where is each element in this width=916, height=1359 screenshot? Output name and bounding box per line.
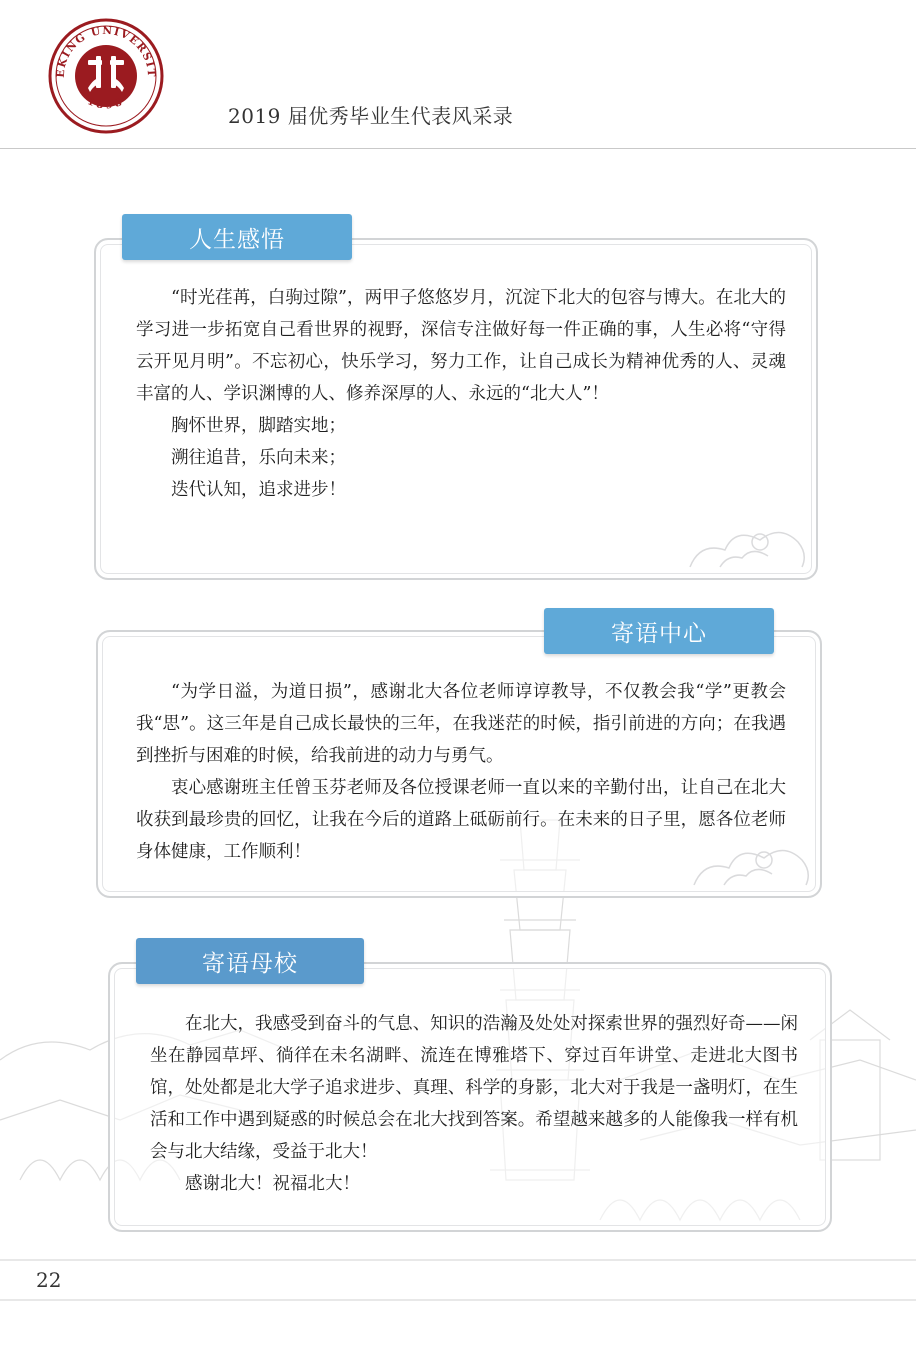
paragraph: “时光荏苒，白驹过隙”，两甲子悠悠岁月，沉淀下北大的包容与博大。在北大的学习进一步拓宽自己看世界的视野，深信专注做好每一件正确的事，人生必将“守得云开见月明”。不忘初心，快乐学习，努力工作，让自己成长为精神优秀的人、灵魂丰富的人、学识渊博的人、修养深厚的人、永远的“北大人”！ <box>136 288 786 404</box>
paragraph: 溯往追昔，乐向未来； <box>171 448 346 468</box>
logo-ring-text: EKING UNIVERSIT <box>54 24 158 79</box>
paragraph: 衷心感谢班主任曾玉芬老师及各位授课老师一直以来的辛勤付出，让自己在北大收获到最珍贵的回忆，让我在今后的道路上砥砺前行。在未来的日子里，愿各位老师身体健康，工作顺利！ <box>136 778 786 862</box>
paragraph: “为学日溢，为道日损”，感谢北大各位老师谆谆教导，不仅教会我“学”更教会我“思”。这三年是自己成长最快的三年，在我迷茫的时候，指引前进的方向；在我遇到挫折与困难的时候，给我前进的动力与勇气。 <box>136 682 786 766</box>
paragraph: 感谢北大！祝福北大！ <box>185 1174 360 1194</box>
paragraph: 在北大，我感受到奋斗的气息、知识的浩瀚及处处对探索世界的强烈好奇——闲坐在静园草坪、徜徉在未名湖畔、流连在博雅塔下、穿过百年讲堂、走进北大图书馆，处处都是北大学子追求进步、真理、科学的身影，北大对于我是一盏明灯，在生活和工作中遇到疑惑的时候总会在北大找到答案。希望越来越多的人能像我一样有机会与北大结缘，受益于北大！ <box>150 1014 798 1162</box>
header-divider <box>0 148 916 149</box>
message-to-center-text <box>136 676 786 868</box>
header-title: 2019 届优秀毕业生代表风采录 <box>228 104 514 128</box>
tab-message-to-alma-mater: 寄语母校 <box>136 938 364 984</box>
tab-life-reflections: 人生感悟 <box>122 214 352 260</box>
life-reflections-text <box>136 282 786 506</box>
message-to-alma-mater-text <box>150 1008 798 1200</box>
peking-university-logo <box>48 18 164 134</box>
paragraph: 胸怀世界，脚踏实地； <box>171 416 346 436</box>
page-number: 22 <box>36 1268 62 1292</box>
paragraph: 迭代认知，追求进步！ <box>171 480 346 500</box>
logo-year: 1898 <box>85 96 127 112</box>
cloud-ornament-icon <box>680 512 810 572</box>
tab-message-to-center: 寄语中心 <box>544 608 774 654</box>
